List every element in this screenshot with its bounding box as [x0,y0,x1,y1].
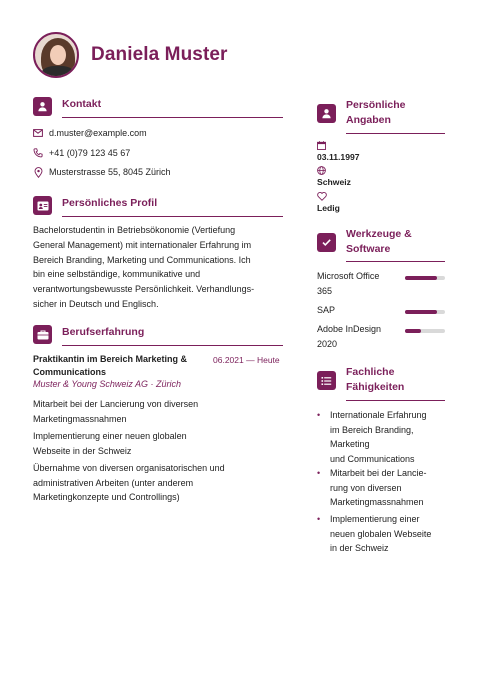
contact-email-row [33,128,147,138]
section-abilities-title [346,365,404,395]
list-icon [317,371,336,390]
briefcase-icon [33,325,52,344]
tool-label [317,303,399,318]
section-divider [62,216,283,217]
section-tools-title-line: Software [346,243,391,255]
nationality-value: Schweiz [317,177,351,187]
ability-text [330,408,427,467]
section-divider [346,400,445,401]
bullet: • [317,514,321,524]
section-tools-header [317,227,412,257]
tool-label [317,269,399,299]
bullet: • [317,468,321,478]
ability-item [317,408,447,467]
tool-level-bar [405,276,445,280]
section-abilities-title-line: Fähigkeiten [346,381,405,393]
ability-line: Internationale Erfahrung [330,410,427,420]
section-personal-title-line: Persönliche [346,99,406,111]
ability-line: Mitarbeit bei der Lancie- [330,468,427,478]
job-task-line: Mitarbeit bei der Lancierung von diversen [33,399,199,409]
contact-email: d.muster@example.com [49,128,147,138]
profile-line: verantwortungsbewusste Persönlichkeit. Verhandlungs- [33,284,255,295]
calendar-icon [317,141,360,151]
cv-header [33,32,228,78]
job-task [33,461,273,505]
contact-phone: +41 (0)79 123 45 67 [49,148,131,158]
profile-line: General Management) mit internationaler Erfahrung im [33,239,252,250]
job-task-line: Übernahme von diversen organisatorischen und [33,463,225,473]
section-personal-title-line: Angaben [346,114,391,126]
checkbox-icon [317,233,336,252]
ability-line: neuen globalen Webseite [330,528,432,539]
ability-item [317,512,447,556]
ability-line: Marketingmassnahmen [330,497,424,508]
section-contact-title: Kontakt [62,98,102,110]
job-company: Muster & Young Schweiz AG · Zürich [33,379,182,389]
section-tools-title-line: Werkzeuge & [346,228,412,240]
heart-icon [317,192,340,202]
profile-text [33,223,283,312]
job-task-line: Implementierung einer neuen globalen [33,431,187,441]
tool-label-line: 365 [317,286,333,296]
job-task-line: Webseite in der Schweiz [33,445,132,456]
tool-item [317,322,445,352]
avatar [33,32,79,78]
job-task-line: Marketingkonzepte und Controllings) [33,492,180,503]
user-icon [317,104,336,123]
section-abilities-title-line: Fachliche [346,366,395,378]
globe-icon [317,166,351,176]
phone-icon [33,148,43,158]
ability-line: im Bereich Branding, [330,424,414,435]
tool-label-line: 2020 [317,339,338,349]
ability-line: rung von diversen [330,482,402,493]
profile-line: sicher in Deutsch und Englisch. [33,298,159,309]
person-name: Daniela Muster [91,44,228,65]
envelope-icon [33,128,43,138]
personal-birthdate [317,141,360,162]
section-personal-header [317,98,406,128]
ability-line: in der Schweiz [330,543,389,554]
tool-label [317,322,399,352]
section-profile-title: Persönliches Profil [62,197,158,209]
ability-line: Implementierung einer [330,514,420,524]
tool-level-fill [405,276,437,280]
personal-nationality [317,166,351,187]
section-divider [346,261,445,262]
birthdate-value: 03.11.1997 [317,152,360,162]
section-divider [62,345,283,346]
ability-line: Marketing [330,439,370,450]
profile-line: bin eine selbständige, kommunikative und [33,269,201,280]
section-divider [346,133,445,134]
section-tools-title [346,227,412,257]
job-date: 06.2021 — Heute [213,355,280,365]
contact-phone-row [33,148,130,158]
tool-level-bar [405,329,445,333]
contact-address: Musterstrasse 55, 8045 Zürich [49,167,171,177]
tool-level-fill [405,329,421,333]
section-divider [62,117,283,118]
profile-line: Bachelorstudentin in Betriebsökonomie (Vertiefung [33,225,236,235]
tool-level-fill [405,310,437,314]
section-profile-header [33,196,157,215]
job-title-line: Communications [33,366,107,377]
bullet: • [317,410,321,420]
contact-address-row [33,167,171,177]
job-title-line: Praktikantin im Bereich Marketing & [33,354,188,364]
tool-label-line: SAP [317,305,336,315]
section-experience-header [33,325,144,344]
section-abilities-header [317,365,404,395]
ability-item [317,466,447,510]
section-personal-title [346,98,406,128]
id-card-icon [33,196,52,215]
section-experience-title: Berufserfahrung [62,326,145,338]
tool-item [317,269,445,299]
tool-level-bar [405,310,445,314]
section-contact-header [33,97,101,116]
ability-text [330,466,427,510]
user-icon [33,97,52,116]
ability-text [330,512,431,556]
job-task [33,397,273,426]
ability-line: und Communications [330,454,415,465]
status-value: Ledig [317,203,340,213]
job-task-line: Marketingmassnahmen [33,413,127,424]
profile-line: Bereich Branding, Marketing und Communications. Ich [33,254,251,265]
job-task [33,429,273,458]
tool-label-line: Microsoft Office [317,271,380,281]
personal-status [317,192,340,213]
location-pin-icon [33,167,43,177]
job-title [33,353,203,378]
tool-label-line: Adobe InDesign [317,324,382,334]
tool-item [317,303,445,318]
job-task-line: administrativen Arbeiten (unter anderem [33,477,194,488]
